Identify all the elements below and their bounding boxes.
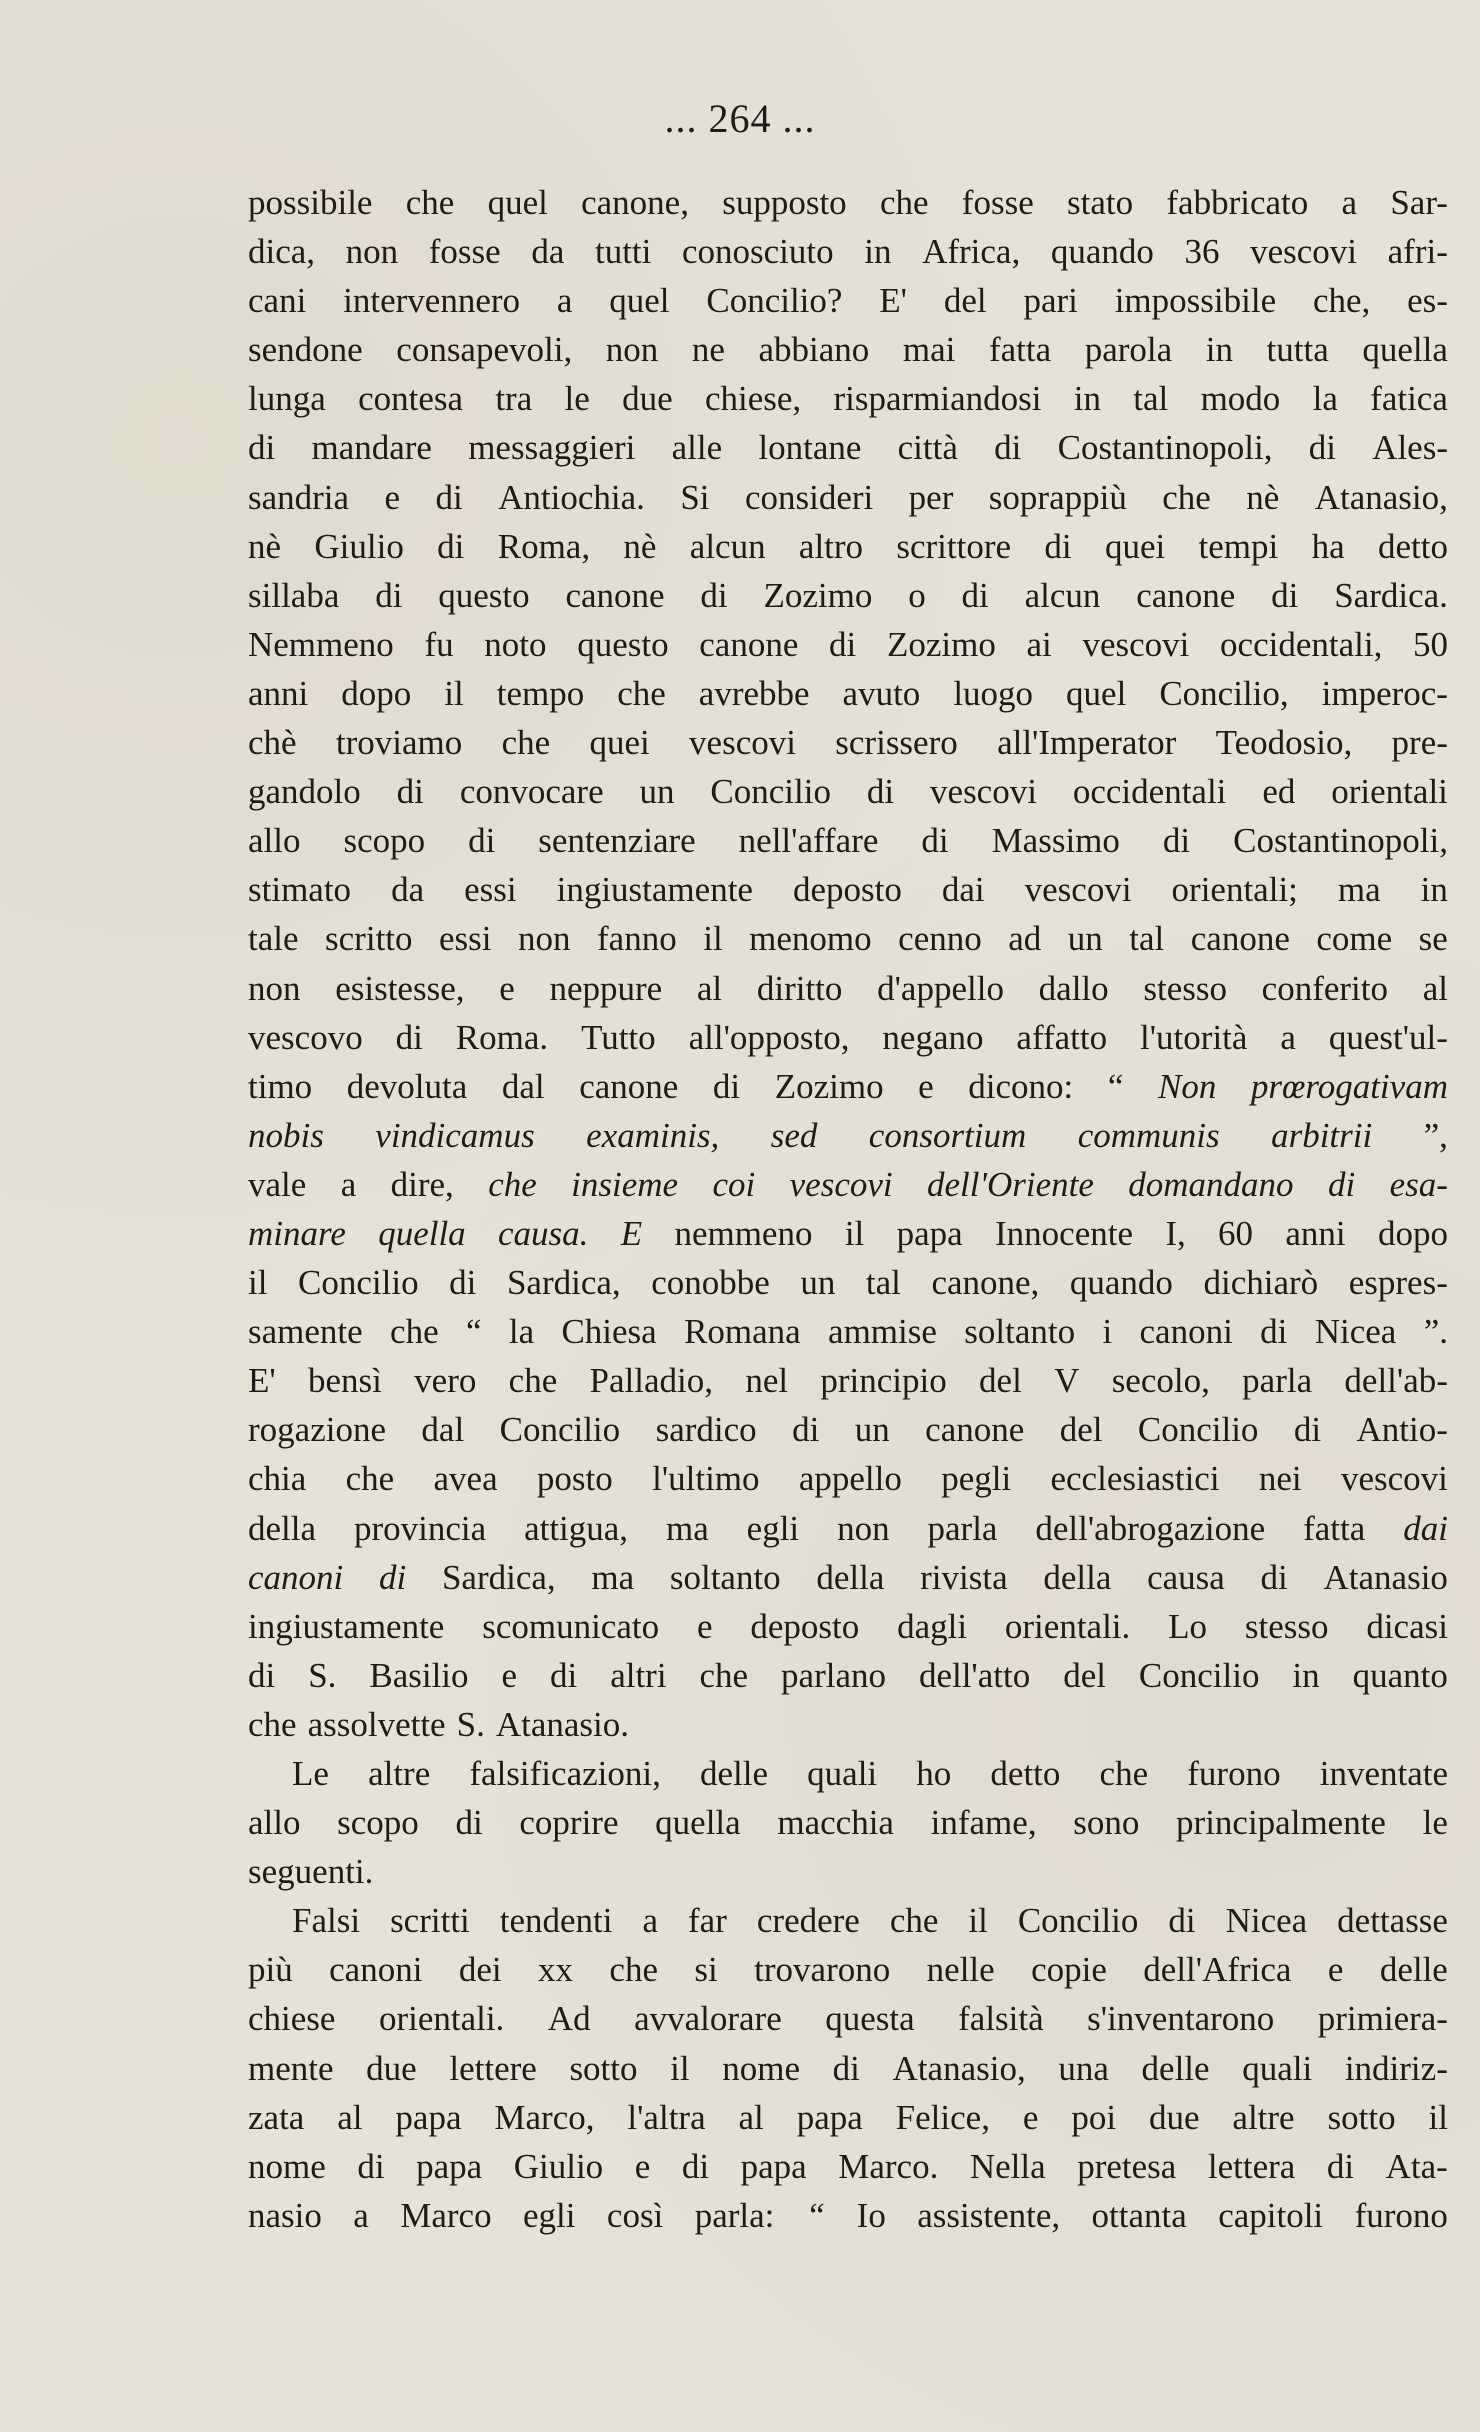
text-line: samente che “ la Chiesa Romana ammise soltanto i canoni di Nicea ”. xyxy=(248,1312,1448,1352)
text-line: il Concilio di Sardica, conobbe un tal canone, quando dichiarò espres- xyxy=(248,1263,1448,1303)
text-line: anni dopo il tempo che avrebbe avuto luogo quel Concilio, imperoc- xyxy=(248,673,1448,713)
text-line: nobis vindicamus examinis, sed consortium communis arbitrii ”, xyxy=(248,1115,1448,1155)
text-line: sendone consapevoli, non ne abbiano mai fatta parola in tutta quella xyxy=(248,330,1448,370)
text-line: mente due lettere sotto il nome di Atanasio, una delle quali indiriz- xyxy=(248,2048,1448,2088)
text-line: che assolvette S. Atanasio. xyxy=(248,1704,629,1744)
text-line: canoni di Sardica, ma soltanto della rivista della causa di Atanasio xyxy=(248,1557,1448,1597)
text-line: nasio a Marco egli così parla: “ Io assistente, ottanta capitoli furono xyxy=(248,2195,1448,2235)
text-line: Falsi scritti tendenti a far credere che il Concilio di Nicea dettasse xyxy=(292,1901,1448,1941)
text-line: chè troviamo che quei vescovi scrissero all'Imperator Teodosio, pre- xyxy=(248,723,1448,763)
text-line: minare quella causa. E nemmeno il papa Innocente I, 60 anni dopo xyxy=(248,1213,1448,1253)
text-line: lunga contesa tra le due chiese, risparmiandosi in tal modo la fatica xyxy=(248,379,1448,419)
text-line: Nemmeno fu noto questo canone di Zozimo ai vescovi occidentali, 50 xyxy=(248,624,1448,664)
text-line: rogazione dal Concilio sardico di un canone del Concilio di Antio- xyxy=(248,1410,1448,1450)
text-line: non esistesse, e neppure al diritto d'appello dallo stesso conferito al xyxy=(248,968,1448,1008)
text-line: possibile che quel canone, supposto che fosse stato fabbricato a Sar- xyxy=(248,183,1448,222)
text-line: timo devoluta dal canone di Zozimo e dicono: “ Non prœrogativam xyxy=(248,1066,1448,1106)
text-line: dica, non fosse da tutti conosciuto in Africa, quando 36 vescovi afri- xyxy=(248,232,1448,272)
text-line: nè Giulio di Roma, nè alcun altro scrittore di quei tempi ha detto xyxy=(248,526,1448,566)
text-line: ingiustamente scomunicato e deposto dagli orientali. Lo stesso dicasi xyxy=(248,1606,1448,1646)
text-line: chia che avea posto l'ultimo appello pegli ecclesiastici nei vescovi xyxy=(248,1459,1448,1499)
page-number: ... 264 ... xyxy=(664,96,816,141)
text-line: Le altre falsificazioni, delle quali ho detto che furono inventate xyxy=(292,1754,1448,1793)
text-line: sandria e di Antiochia. Si consideri per soprappiù che nè Atanasio, xyxy=(248,477,1448,517)
text-line: vale a dire, che insieme coi vescovi dell'Oriente domandano di esa- xyxy=(248,1164,1448,1204)
text-line: cani intervennero a quel Concilio? E' del pari impossibile che, es- xyxy=(248,281,1448,321)
text-line: stimato da essi ingiustamente deposto dai vescovi orientali; ma in xyxy=(248,870,1448,910)
text-line: gandolo di convocare un Concilio di vescovi occidentali ed orientali xyxy=(248,772,1448,812)
text-line: della provincia attigua, ma egli non parla dell'abrogazione fatta dai xyxy=(248,1508,1448,1548)
text-line: tale scritto essi non fanno il menomo cenno ad un tal canone come se xyxy=(248,919,1448,959)
text-line: di S. Basilio e di altri che parlano dell'atto del Concilio in quanto xyxy=(248,1655,1448,1695)
text-line: nome di papa Giulio e di papa Marco. Nella pretesa lettera di Ata- xyxy=(248,2146,1448,2186)
text-line: allo scopo di coprire quella macchia infame, sono principalmente le xyxy=(248,1803,1448,1843)
text-line: di mandare messaggieri alle lontane città di Costantinopoli, di Ales- xyxy=(248,428,1448,468)
text-line: chiese orientali. Ad avvalorare questa falsità s'inventarono primiera- xyxy=(248,1999,1448,2039)
text-line: vescovo di Roma. Tutto all'opposto, negano affatto l'utorità a quest'ul- xyxy=(248,1017,1448,1057)
text-line: seguenti. xyxy=(248,1852,374,1892)
text-line: sillaba di questo canone di Zozimo o di alcun canone di Sardica. xyxy=(248,575,1448,615)
text-line: più canoni dei xx che si trovarono nelle copie dell'Africa e delle xyxy=(248,1950,1448,1990)
body-text xyxy=(248,178,1448,2240)
text-line: allo scopo di sentenziare nell'affare di Massimo di Costantinopoli, xyxy=(248,821,1448,861)
text-line: E' bensì vero che Palladio, nel principio del V secolo, parla dell'ab- xyxy=(248,1361,1448,1401)
text-line: zata al papa Marco, l'altra al papa Felice, e poi due altre sotto il xyxy=(248,2097,1448,2137)
